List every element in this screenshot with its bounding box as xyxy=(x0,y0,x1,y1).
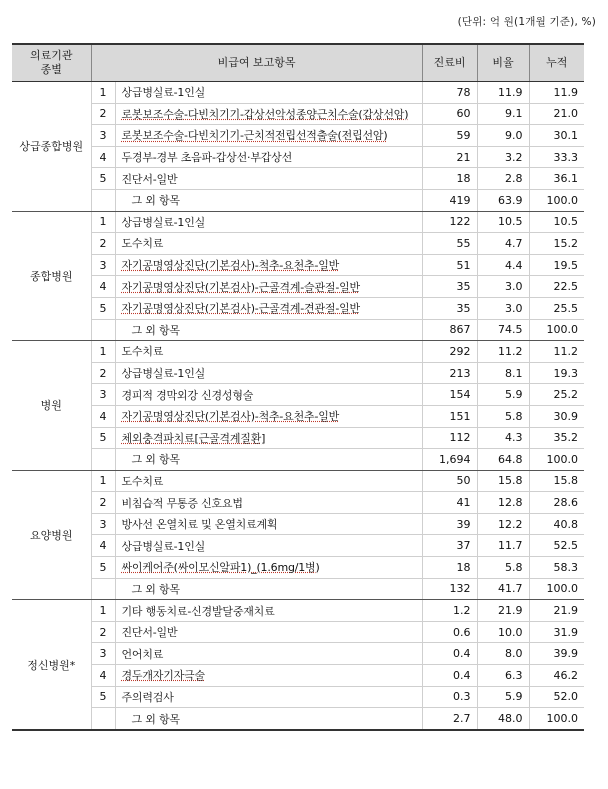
cost-cell: 37 xyxy=(422,535,477,557)
cumulative-cell: 100.0 xyxy=(529,319,584,341)
cost-cell: 112 xyxy=(422,427,477,449)
table-row xyxy=(12,470,584,492)
rank-cell: 3 xyxy=(91,254,115,276)
cost-cell: 39 xyxy=(422,513,477,535)
rank-cell: 4 xyxy=(91,405,115,427)
rank-cell: 1 xyxy=(91,82,115,104)
table-row xyxy=(12,254,584,276)
item-cell xyxy=(115,341,422,363)
item-cell xyxy=(115,384,422,406)
ratio-cell: 5.9 xyxy=(477,686,529,708)
table-row xyxy=(12,168,584,190)
cumulative-cell: 21.0 xyxy=(529,103,584,125)
item-cell xyxy=(115,557,422,579)
cost-cell: 21 xyxy=(422,146,477,168)
item-label: 체외충격파치료[근골격계질환] xyxy=(121,431,266,445)
cost-cell: 1.2 xyxy=(422,600,477,622)
cost-cell: 151 xyxy=(422,405,477,427)
table-row xyxy=(12,535,584,557)
table-row xyxy=(12,686,584,708)
item-label: 로봇보조수술-다빈치기기-갑상선악성종양근치수술(갑상선암) xyxy=(121,107,409,121)
rank-cell: 5 xyxy=(91,168,115,190)
table-row xyxy=(12,319,584,341)
noncovered-items-table xyxy=(12,43,584,731)
item-cell xyxy=(115,82,422,104)
item-label: 도수치료 xyxy=(121,345,164,359)
group-1 xyxy=(12,211,584,341)
rank-cell xyxy=(91,189,115,211)
ratio-cell: 6.3 xyxy=(477,665,529,687)
item-cell xyxy=(115,103,422,125)
item-cell xyxy=(115,665,422,687)
item-cell xyxy=(115,449,422,471)
cost-cell: 122 xyxy=(422,211,477,233)
item-cell xyxy=(115,535,422,557)
cost-cell: 51 xyxy=(422,254,477,276)
cumulative-cell: 100.0 xyxy=(529,708,584,730)
cumulative-cell: 100.0 xyxy=(529,449,584,471)
ratio-cell: 74.5 xyxy=(477,319,529,341)
cumulative-cell: 52.5 xyxy=(529,535,584,557)
ratio-cell: 11.7 xyxy=(477,535,529,557)
rank-cell: 2 xyxy=(91,233,115,255)
table-row xyxy=(12,405,584,427)
table-row xyxy=(12,600,584,622)
cumulative-cell: 25.5 xyxy=(529,297,584,319)
institution-type: 상급종합병원 xyxy=(12,82,91,212)
ratio-cell: 10.0 xyxy=(477,621,529,643)
cumulative-cell: 25.2 xyxy=(529,384,584,406)
ratio-cell: 5.9 xyxy=(477,384,529,406)
cost-cell: 35 xyxy=(422,276,477,298)
rank-cell: 5 xyxy=(91,686,115,708)
item-label: 상급병실료-1인실 xyxy=(121,215,206,229)
item-cell xyxy=(115,233,422,255)
item-cell xyxy=(115,427,422,449)
cumulative-cell: 19.5 xyxy=(529,254,584,276)
ratio-cell: 11.9 xyxy=(477,82,529,104)
table-row xyxy=(12,297,584,319)
table-row xyxy=(12,578,584,600)
item-cell xyxy=(115,492,422,514)
item-label: 방사선 온열치료 및 온열치료계획 xyxy=(121,518,278,532)
ratio-cell: 4.7 xyxy=(477,233,529,255)
cumulative-cell: 40.8 xyxy=(529,513,584,535)
cost-cell: 419 xyxy=(422,189,477,211)
ratio-cell: 5.8 xyxy=(477,557,529,579)
ratio-cell: 4.4 xyxy=(477,254,529,276)
cumulative-cell: 22.5 xyxy=(529,276,584,298)
table-row xyxy=(12,384,584,406)
cost-cell: 78 xyxy=(422,82,477,104)
header-ratio: 비율 xyxy=(477,44,529,82)
cost-cell: 867 xyxy=(422,319,477,341)
item-cell xyxy=(115,621,422,643)
rank-cell: 4 xyxy=(91,665,115,687)
rank-cell: 1 xyxy=(91,470,115,492)
rank-cell: 2 xyxy=(91,621,115,643)
institution-type: 병원 xyxy=(12,341,91,471)
rank-cell: 5 xyxy=(91,427,115,449)
cost-cell: 2.7 xyxy=(422,708,477,730)
cumulative-cell: 35.2 xyxy=(529,427,584,449)
ratio-cell: 15.8 xyxy=(477,470,529,492)
cumulative-cell: 15.2 xyxy=(529,233,584,255)
cost-cell: 0.3 xyxy=(422,686,477,708)
cost-cell: 50 xyxy=(422,470,477,492)
table-row xyxy=(12,82,584,104)
group-0 xyxy=(12,82,584,212)
item-label: 비침습적 무통증 신호요법 xyxy=(121,496,243,510)
item-cell xyxy=(115,297,422,319)
cost-cell: 35 xyxy=(422,297,477,319)
cumulative-cell: 11.2 xyxy=(529,341,584,363)
item-cell xyxy=(115,600,422,622)
cumulative-cell: 10.5 xyxy=(529,211,584,233)
table-row xyxy=(12,427,584,449)
rank-cell: 2 xyxy=(91,492,115,514)
ratio-cell: 12.2 xyxy=(477,513,529,535)
group-3 xyxy=(12,470,584,600)
item-label: 자기공명영상진단(기본검사)-척추-요천추-일반 xyxy=(121,259,340,273)
item-label: 싸이케어주(싸이모신알파1)_(1.6mg/1병) xyxy=(121,561,320,575)
item-cell xyxy=(115,276,422,298)
ratio-cell: 63.9 xyxy=(477,189,529,211)
table-row xyxy=(12,362,584,384)
rank-cell: 4 xyxy=(91,276,115,298)
header-cost: 진료비 xyxy=(422,44,477,82)
table-row xyxy=(12,449,584,471)
cumulative-cell: 33.3 xyxy=(529,146,584,168)
rank-cell xyxy=(91,449,115,471)
cumulative-cell: 30.9 xyxy=(529,405,584,427)
item-label: 도수치료 xyxy=(121,237,164,251)
table-row xyxy=(12,557,584,579)
item-label: 두경부-경부 초음파-갑상선·부갑상선 xyxy=(121,151,293,165)
cumulative-cell: 11.9 xyxy=(529,82,584,104)
group-2 xyxy=(12,341,584,471)
table-row xyxy=(12,211,584,233)
rank-cell: 3 xyxy=(91,384,115,406)
cumulative-cell: 15.8 xyxy=(529,470,584,492)
rank-cell: 4 xyxy=(91,535,115,557)
table-row xyxy=(12,513,584,535)
cost-cell: 41 xyxy=(422,492,477,514)
item-cell xyxy=(115,146,422,168)
table-row xyxy=(12,276,584,298)
table-row xyxy=(12,146,584,168)
rank-cell xyxy=(91,319,115,341)
cost-cell: 55 xyxy=(422,233,477,255)
rank-cell: 3 xyxy=(91,125,115,147)
cost-cell: 59 xyxy=(422,125,477,147)
cost-cell: 0.4 xyxy=(422,665,477,687)
item-cell xyxy=(115,578,422,600)
cumulative-cell: 21.9 xyxy=(529,600,584,622)
item-label: 자기공명영상진단(기본검사)-근골격계-견관절-일반 xyxy=(121,302,360,316)
ratio-cell: 5.8 xyxy=(477,405,529,427)
cumulative-cell: 46.2 xyxy=(529,665,584,687)
ratio-cell: 3.0 xyxy=(477,276,529,298)
item-cell xyxy=(115,643,422,665)
item-label: 언어치료 xyxy=(121,647,164,661)
ratio-cell: 8.0 xyxy=(477,643,529,665)
ratio-cell: 8.1 xyxy=(477,362,529,384)
table-row xyxy=(12,708,584,730)
item-label: 상급병실료-1인실 xyxy=(121,86,206,100)
cumulative-cell: 100.0 xyxy=(529,189,584,211)
ratio-cell: 48.0 xyxy=(477,708,529,730)
institution-type: 요양병원 xyxy=(12,470,91,600)
cost-cell: 292 xyxy=(422,341,477,363)
table-row xyxy=(12,125,584,147)
table-row xyxy=(12,189,584,211)
item-cell xyxy=(115,708,422,730)
cost-cell: 0.4 xyxy=(422,643,477,665)
unit-note: (단위: 억 원(1개월 기준), %) xyxy=(457,16,596,28)
item-label: 그 외 항목 xyxy=(131,712,180,726)
item-label: 상급병실료-1인실 xyxy=(121,367,206,381)
rank-cell: 5 xyxy=(91,297,115,319)
rank-cell: 3 xyxy=(91,513,115,535)
item-label: 도수치료 xyxy=(121,474,164,488)
item-cell xyxy=(115,470,422,492)
item-label: 그 외 항목 xyxy=(131,323,180,337)
ratio-cell: 9.0 xyxy=(477,125,529,147)
item-label: 진단서-일반 xyxy=(121,626,178,640)
table-row xyxy=(12,665,584,687)
rank-cell xyxy=(91,578,115,600)
cost-cell: 132 xyxy=(422,578,477,600)
ratio-cell: 3.2 xyxy=(477,146,529,168)
cost-cell: 60 xyxy=(422,103,477,125)
item-cell xyxy=(115,211,422,233)
ratio-cell: 12.8 xyxy=(477,492,529,514)
ratio-cell: 4.3 xyxy=(477,427,529,449)
cumulative-cell: 39.9 xyxy=(529,643,584,665)
rank-cell: 1 xyxy=(91,211,115,233)
ratio-cell: 21.9 xyxy=(477,600,529,622)
item-label: 기타 행동치료-신경발달중재치료 xyxy=(121,604,275,618)
item-cell xyxy=(115,189,422,211)
cost-cell: 18 xyxy=(422,557,477,579)
ratio-cell: 2.8 xyxy=(477,168,529,190)
item-label: 진단서-일반 xyxy=(121,172,178,186)
cumulative-cell: 19.3 xyxy=(529,362,584,384)
institution-type: 정신병원* xyxy=(12,600,91,730)
rank-cell: 2 xyxy=(91,362,115,384)
rank-cell: 1 xyxy=(91,600,115,622)
item-label: 주의력검사 xyxy=(121,690,174,704)
item-cell xyxy=(115,362,422,384)
item-label: 그 외 항목 xyxy=(131,582,180,596)
item-label: 그 외 항목 xyxy=(131,194,180,208)
item-label: 경피적 경막외강 신경성형술 xyxy=(121,388,254,402)
cumulative-cell: 36.1 xyxy=(529,168,584,190)
table-row xyxy=(12,341,584,363)
ratio-cell: 41.7 xyxy=(477,578,529,600)
item-cell xyxy=(115,254,422,276)
item-label: 경두개자기자극술 xyxy=(121,669,205,683)
item-label: 자기공명영상진단(기본검사)-근골격계-슬관절-일반 xyxy=(121,280,360,294)
rank-cell: 4 xyxy=(91,146,115,168)
cost-cell: 154 xyxy=(422,384,477,406)
table-row xyxy=(12,492,584,514)
item-label: 로봇보조수술-다빈치기기-근치적전립선적출술(전립선암) xyxy=(121,129,388,143)
cumulative-cell: 31.9 xyxy=(529,621,584,643)
rank-cell xyxy=(91,708,115,730)
ratio-cell: 64.8 xyxy=(477,449,529,471)
group-4 xyxy=(12,600,584,730)
table-row xyxy=(12,233,584,255)
rank-cell: 2 xyxy=(91,103,115,125)
header-cumulative: 누적 xyxy=(529,44,584,82)
rank-cell: 3 xyxy=(91,643,115,665)
item-label: 그 외 항목 xyxy=(131,453,180,467)
item-cell xyxy=(115,125,422,147)
cumulative-cell: 100.0 xyxy=(529,578,584,600)
item-label: 자기공명영상진단(기본검사)-척추-요천추-일반 xyxy=(121,410,340,424)
header-institution: 의료기관 종별 xyxy=(12,44,91,82)
table-row xyxy=(12,643,584,665)
item-cell xyxy=(115,405,422,427)
rank-cell: 1 xyxy=(91,341,115,363)
cumulative-cell: 30.1 xyxy=(529,125,584,147)
header-row xyxy=(12,44,584,82)
institution-type: 종합병원 xyxy=(12,211,91,341)
table-row xyxy=(12,621,584,643)
cost-cell: 18 xyxy=(422,168,477,190)
cumulative-cell: 28.6 xyxy=(529,492,584,514)
cost-cell: 0.6 xyxy=(422,621,477,643)
rank-cell: 5 xyxy=(91,557,115,579)
item-cell xyxy=(115,686,422,708)
item-cell xyxy=(115,168,422,190)
header-item: 비급여 보고항목 xyxy=(91,44,422,82)
ratio-cell: 11.2 xyxy=(477,341,529,363)
cost-cell: 213 xyxy=(422,362,477,384)
ratio-cell: 10.5 xyxy=(477,211,529,233)
ratio-cell: 3.0 xyxy=(477,297,529,319)
ratio-cell: 9.1 xyxy=(477,103,529,125)
item-cell xyxy=(115,319,422,341)
table-row xyxy=(12,103,584,125)
cumulative-cell: 58.3 xyxy=(529,557,584,579)
cumulative-cell: 52.0 xyxy=(529,686,584,708)
item-cell xyxy=(115,513,422,535)
item-label: 상급병실료-1인실 xyxy=(121,539,206,553)
cost-cell: 1,694 xyxy=(422,449,477,471)
